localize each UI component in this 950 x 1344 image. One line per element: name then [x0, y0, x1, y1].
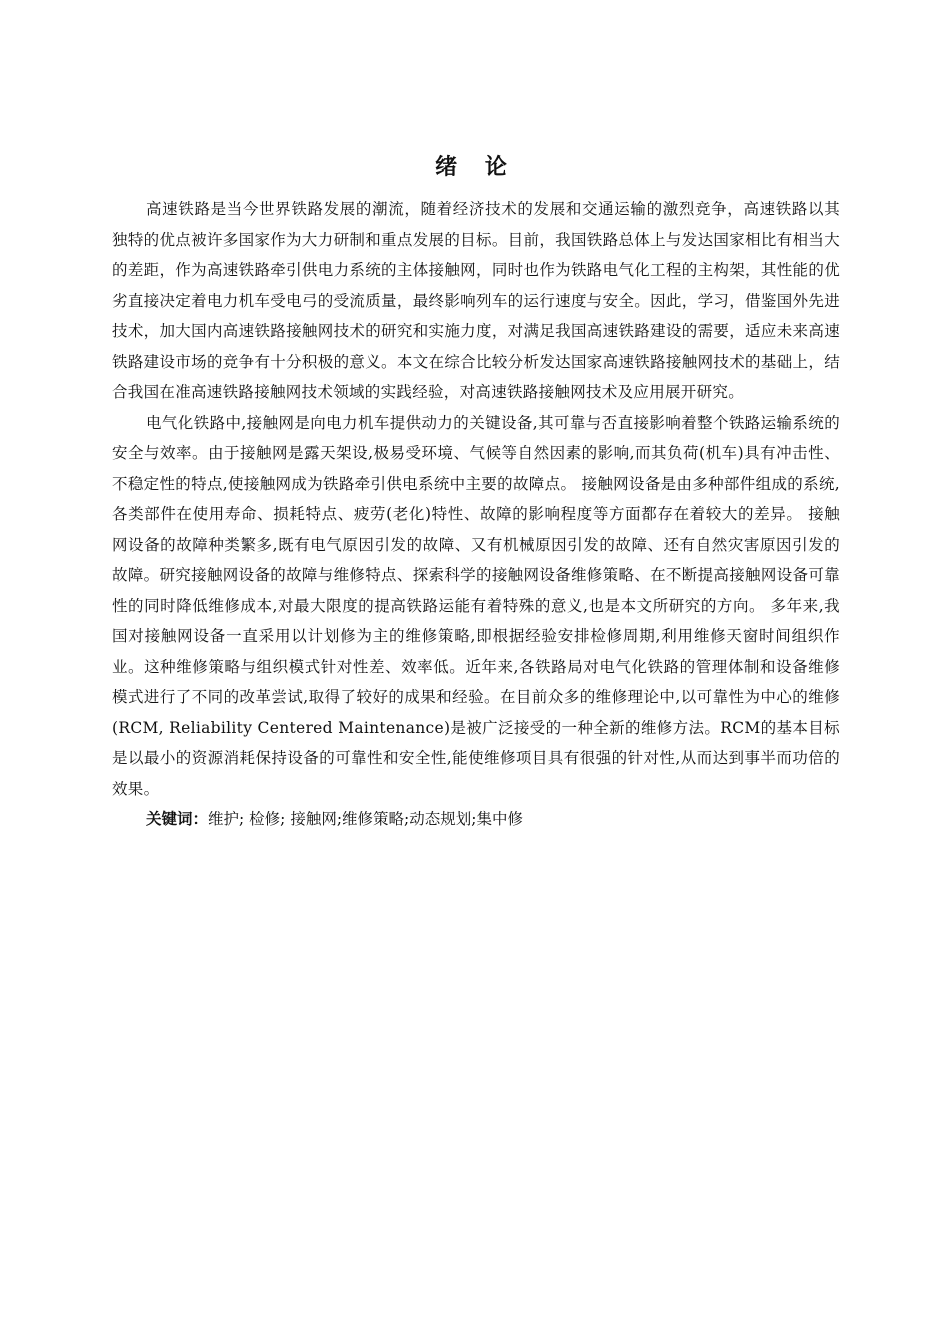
keywords-label: 关键词：	[146, 810, 209, 828]
keywords-line	[112, 804, 840, 835]
keywords-text: 维护; 检修; 接触网;维修策略;动态规划;集中修	[208, 810, 523, 828]
page-title: 绪 论	[435, 155, 517, 180]
document-page	[112, 150, 840, 835]
body-paragraph-1: 高速铁路是当今世界铁路发展的潮流，随着经济技术的发展和交通运输的激烈竞争，高速铁路以其独特的优点被许多国家作为大力研制和重点发展的目标。目前，我国铁路总体上与发达国家相比有相当大的差距，作为高速铁路牵引供电力系统的主体接触网，同时也作为铁路电气化工程的主构架，其性能的优劣直接决定着电力机车受电弓的受流质量，最终影响列车的运行速度与安全。因此，学习，借鉴国外先进技术，加大国内高速铁路接触网技术的研究和实施力度，对满足我国高速铁路建设的需要，适应未来高速铁路建设市场的竞争有十分积极的意义。本文在综合比较分析发达国家高速铁路接触网技术的基础上，结合我国在准高速铁路接触网技术领域的实践经验，对高速铁路接触网技术及应用展开研究。	[112, 200, 840, 401]
body-paragraph-2: 电气化铁路中,接触网是向电力机车提供动力的关键设备,其可靠与否直接影响着整个铁路运输系统的安全与效率。由于接触网是露天架设,极易受环境、气候等自然因素的影响,而其负荷(机车)具有冲击性、不稳定性的特点,使接触网成为铁路牵引供电系统中主要的故障点。 接触网设备是由多种部件组成的系统,各类部件在使用寿命、损耗特点、疲劳(老化)特性、故障的影响程度等方面都存在着较大的差异。 接触网设备的故障种类繁多,既有电气原因引发的故障、又有机械原因引发的故障、还有自然灾害原因引发的故障。研究接触网设备的故障与维修特点、探索科学的接触网设备维修策略、在不断提高接触网设备可靠性的同时降低维修成本,对最大限度的提高铁路运能有着特殊的意义,也是本文所研究的方向。 多年来,我国对接触网设备一直采用以计划修为主的维修策略,即根据经验安排检修周期,利用维修天窗时间组织作业。这种维修策略与组织模式针对性差、效率低。近年来,各铁路局对电气化铁路的管理体制和设备维修模式进行了不同的改革尝试,取得了较好的成果和经验。在目前众多的维修理论中,以可靠性为中心的维修(RCM, Reliability Centered Maintenance)是被广泛接受的一种全新的维修方法。RCM的基本目标是以最小的资源消耗保持设备的可靠性和安全性,能使维修项目具有很强的针对性,从而达到事半而功倍的效果。	[112, 413, 840, 798]
